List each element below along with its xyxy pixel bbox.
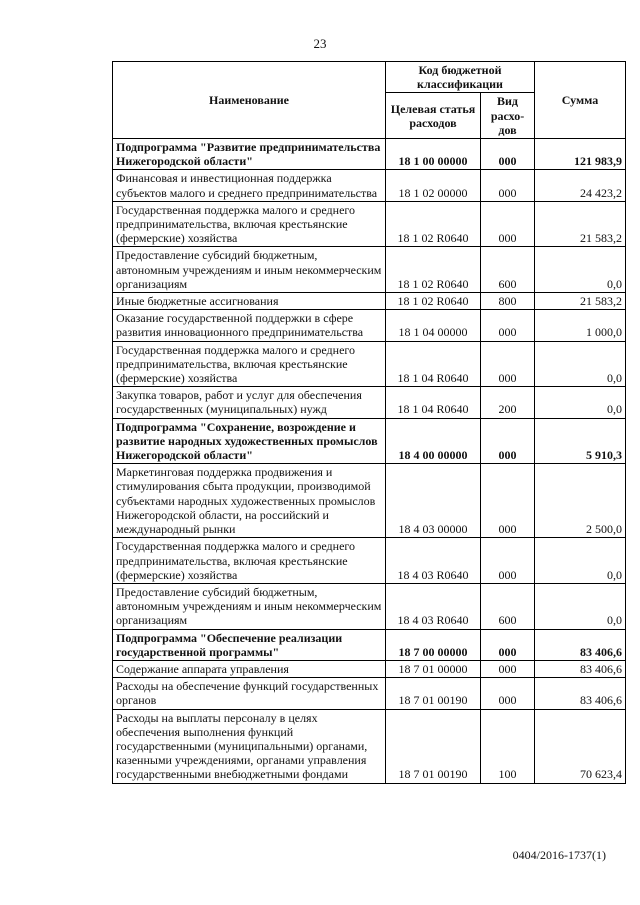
header-type: Вид расхо-дов — [481, 93, 535, 139]
table-row — [113, 387, 626, 418]
row-code: 18 1 04 R0640 — [386, 341, 481, 387]
row-sum: 0,0 — [535, 387, 626, 418]
row-name: Предоставление субсидий бюджетным, автономным учреждениям и иным некоммерческим организациям — [113, 247, 386, 293]
row-sum: 70 623,4 — [535, 709, 626, 783]
row-name: Иные бюджетные ассигнования — [113, 293, 386, 310]
row-code: 18 4 03 00000 — [386, 464, 481, 538]
table-row — [113, 583, 626, 629]
row-sum: 83 406,6 — [535, 660, 626, 677]
row-type: 000 — [481, 170, 535, 201]
row-name: Государственная поддержка малого и среднего предпринимательства, включая крестьянские (фермерские) хозяйства — [113, 341, 386, 387]
row-name: Маркетинговая поддержка продвижения и стимулирования сбыта продукции, производимой субъектами народных художественных промыслов Нижегородской области, на российский и международный рынки — [113, 464, 386, 538]
header-name: Наименование — [113, 62, 386, 139]
table-row — [113, 341, 626, 387]
budget-table — [112, 61, 626, 784]
row-name: Содержание аппарата управления — [113, 660, 386, 677]
row-sum: 5 910,3 — [535, 418, 626, 464]
header-target: Целевая статья расходов — [386, 93, 481, 139]
page-number: 23 — [313, 36, 327, 51]
row-name: Государственная поддержка малого и среднего предпринимательства, включая крестьянские (фермерские) хозяйства — [113, 538, 386, 584]
row-name: Подпрограмма "Сохранение, возрождение и развитие народных художественных промыслов Нижегородской области" — [113, 418, 386, 464]
row-name: Предоставление субсидий бюджетным, автономным учреждениям и иным некоммерческим организациям — [113, 583, 386, 629]
table-row — [113, 170, 626, 201]
table-row — [113, 247, 626, 293]
row-type: 000 — [481, 418, 535, 464]
row-code: 18 7 01 00190 — [386, 678, 481, 709]
table-row — [113, 201, 626, 247]
row-code: 18 4 03 R0640 — [386, 583, 481, 629]
header-sum: Сумма — [535, 62, 626, 139]
row-sum: 0,0 — [535, 538, 626, 584]
row-code: 18 1 02 R0640 — [386, 293, 481, 310]
row-name: Финансовая и инвестиционная поддержка субъектов малого и среднего предпринимательства — [113, 170, 386, 201]
table-row — [113, 538, 626, 584]
row-type: 100 — [481, 709, 535, 783]
row-type: 000 — [481, 538, 535, 584]
row-sum: 1 000,0 — [535, 310, 626, 341]
row-sum: 0,0 — [535, 247, 626, 293]
row-name: Оказание государственной поддержки в сфере развития инновационного предпринимательства — [113, 310, 386, 341]
document-code: 0404/2016-1737(1) — [512, 848, 606, 862]
row-name: Расходы на выплаты персоналу в целях обеспечения выполнения функций государственными (муниципальными) органами, казенными учреждениями, органами управления государственными внебюджетными фондами — [113, 709, 386, 783]
row-code: 18 7 00 00000 — [386, 629, 481, 660]
row-code: 18 1 02 R0640 — [386, 247, 481, 293]
table-row — [113, 629, 626, 660]
row-sum: 0,0 — [535, 341, 626, 387]
row-type: 600 — [481, 247, 535, 293]
row-type: 200 — [481, 387, 535, 418]
row-type: 600 — [481, 583, 535, 629]
row-type: 000 — [481, 310, 535, 341]
row-sum: 24 423,2 — [535, 170, 626, 201]
table-row — [113, 139, 626, 170]
row-code: 18 7 01 00000 — [386, 660, 481, 677]
row-code: 18 4 03 R0640 — [386, 538, 481, 584]
row-code: 18 1 04 00000 — [386, 310, 481, 341]
table-row — [113, 678, 626, 709]
table-row — [113, 464, 626, 538]
row-type: 000 — [481, 629, 535, 660]
row-code: 18 1 04 R0640 — [386, 387, 481, 418]
row-type: 800 — [481, 293, 535, 310]
row-sum: 83 406,6 — [535, 629, 626, 660]
row-code: 18 1 02 00000 — [386, 170, 481, 201]
table-row — [113, 660, 626, 677]
table-row — [113, 709, 626, 783]
row-type: 000 — [481, 341, 535, 387]
row-type: 000 — [481, 464, 535, 538]
row-sum: 2 500,0 — [535, 464, 626, 538]
header-code-group: Код бюджетной классификации — [386, 62, 535, 93]
row-code: 18 1 00 00000 — [386, 139, 481, 170]
table-header — [113, 62, 626, 139]
row-sum: 21 583,2 — [535, 201, 626, 247]
table-row — [113, 418, 626, 464]
row-sum: 0,0 — [535, 583, 626, 629]
row-name: Подпрограмма "Развитие предпринимательства Нижегородской области" — [113, 139, 386, 170]
row-type: 000 — [481, 678, 535, 709]
row-code: 18 7 01 00190 — [386, 709, 481, 783]
row-code: 18 4 00 00000 — [386, 418, 481, 464]
row-sum: 21 583,2 — [535, 293, 626, 310]
row-type: 000 — [481, 201, 535, 247]
row-sum: 83 406,6 — [535, 678, 626, 709]
table-row — [113, 293, 626, 310]
row-sum: 121 983,9 — [535, 139, 626, 170]
row-code: 18 1 02 R0640 — [386, 201, 481, 247]
row-type: 000 — [481, 139, 535, 170]
row-name: Расходы на обеспечение функций государственных органов — [113, 678, 386, 709]
row-name: Государственная поддержка малого и среднего предпринимательства, включая крестьянские (фермерские) хозяйства — [113, 201, 386, 247]
table-row — [113, 310, 626, 341]
row-name: Подпрограмма "Обеспечение реализации государственной программы" — [113, 629, 386, 660]
row-type: 000 — [481, 660, 535, 677]
row-name: Закупка товаров, работ и услуг для обеспечения государственных (муниципальных) нужд — [113, 387, 386, 418]
table-body — [113, 139, 626, 784]
